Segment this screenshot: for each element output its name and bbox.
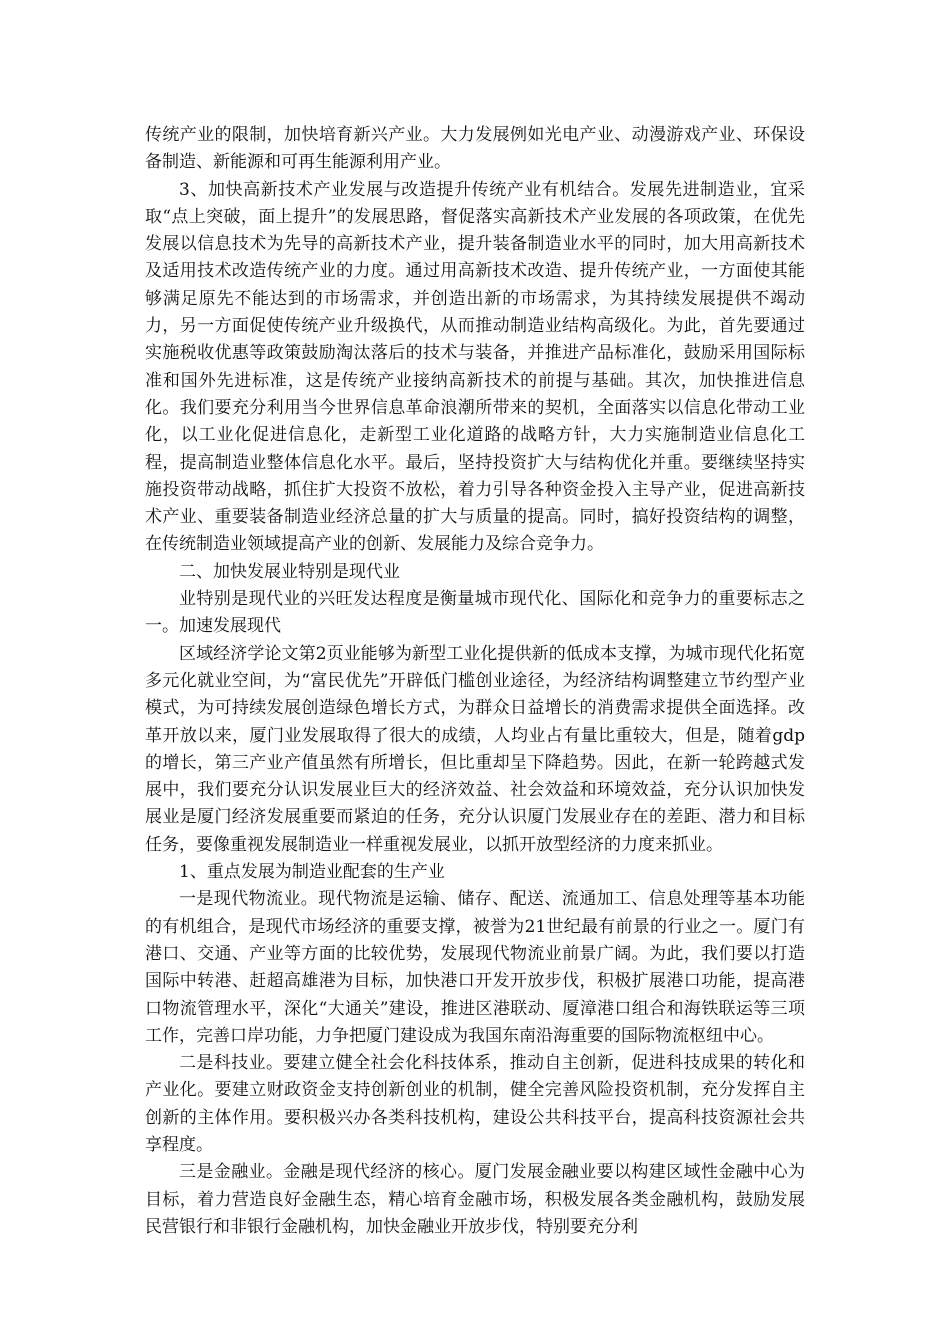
paragraph-high-tech-integration: 3、加快高新技术产业发展与改造提升传统产业有机结合。发展先进制造业，宜采取“点上突破，面上提升”的发展思路，督促落实高新技术产业发展的各项政策，在优先发展以信息技术为先导的高新技术产业，提升装备制造业水平的同时，加大用高新技术及适用技术改造传统产业的力度。通过用高新技术改造、提升传统产业，一方面使其能够满足原先不能达到的市场需求，并创造出新的市场需求，为其持续发展提供不竭动力，另一方面促使传统产业升级换代，从而推动制造业结构高级化。为此，首先要通过实施税收优惠等政策鼓励淘汰落后的技术与装备，并推进产品标准化，鼓励采用国际标准和国外先进标准，这是传统产业接纳高新技术的前提与基础。其次，加快推进信息化。我们要充分利用当今世界信息革命浪潮所带来的契机，全面落实以信息化带动工业化，以工业化促进信息化，走新型工业化道路的战略方针，大力实施制造业信息化工程，提高制造业整体信息化水平。最后，坚持投资扩大与结构优化并重。要继续坚持实施投资带动战略，抓住扩大投资不放松，着力引导各种资金投入主导产业，促进高新技术产业、重要装备制造业经济总量的扩大与质量的提高。同时，搞好投资结构的调整，在传统制造业领域提高产业的创新、发展能力及综合竞争力。 [145, 179, 805, 555]
paragraph-logistics: 一是现代物流业。现代物流是运输、储存、配送、流通加工、信息处理等基本功能的有机组合，是现代市场经济的重要支撑，被誉为21世纪最有前景的行业之一。厦门有港口、交通、产业等方面的比较优势，发展现代物流业前景广阔。为此，我们要以打造国际中转港、赶超高雄港为目标，加快港口开发开放步伐，积极扩展港口功能，提高港口物流管理水平，深化“大通关”建设，推进区港联动、厦漳港口组合和海铁联运等三项工作，完善口岸功能，力争把厦门建设成为我国东南沿海重要的国际物流枢纽中心。 [145, 889, 805, 1046]
paragraph-page-2-intro: 区域经济学论文第2页业能够为新型工业化提供新的低成本支撑，为城市现代化拓宽多元化就业空间，为“富民优先”开辟低门槛创业途径，为经济结构调整建立节约型产业模式，为可持续发展创造绿色增长方式，为群众日益增长的消费需求提供全面选择。改革开放以来，厦门业发展取得了很大的成绩，人均业占有量比重较大，但是，随着gdp的增长，第三产业产值虽然有所增长，但比重却呈下降趋势。因此，在新一轮跨越式发展中，我们要充分认识发展业巨大的经济效益、社会效益和环境效益，充分认识加快发展业是厦门经济发展重要而紧迫的任务，充分认识厦门发展业存在的差距、潜力和目标任务，要像重视发展制造业一样重视发展业，以抓开放型经济的力度来抓业。 [145, 643, 805, 855]
subheading-production-services: 1、重点发展为制造业配套的生产业 [179, 862, 445, 883]
section-heading-modern-industry: 二、加快发展业特别是现代业 [179, 561, 400, 582]
paragraph-finance: 三是金融业。金融是现代经济的核心。厦门发展金融业要以构建区域性金融中心为目标，着力营造良好金融生态，精心培育金融市场，积极发展各类金融机构，鼓励发展民营银行和非银行金融机构，加快金融业开放步伐，特别要充分利 [145, 1162, 805, 1237]
paragraph-modern-industry-intro: 业特别是现代业的兴旺发达程度是衡量城市现代化、国际化和竞争力的重要标志之一。加速发展现代 [145, 589, 805, 637]
document-body [145, 122, 805, 1241]
paragraph-technology: 二是科技业。要建立健全社会化科技体系，推动自主创新，促进科技成果的转化和产业化。要建立财政资金支持创新创业的机制，健全完善风险投资机制，充分发挥自主创新的主体作用。要积极兴办各类科技机构，建设公共科技平台，提高科技资源社会共享程度。 [145, 1053, 805, 1155]
paragraph-continuation: 传统产业的限制，加快培育新兴产业。大力发展例如光电产业、动漫游戏产业、环保设备制造、新能源和可再生能源利用产业。 [145, 125, 805, 173]
